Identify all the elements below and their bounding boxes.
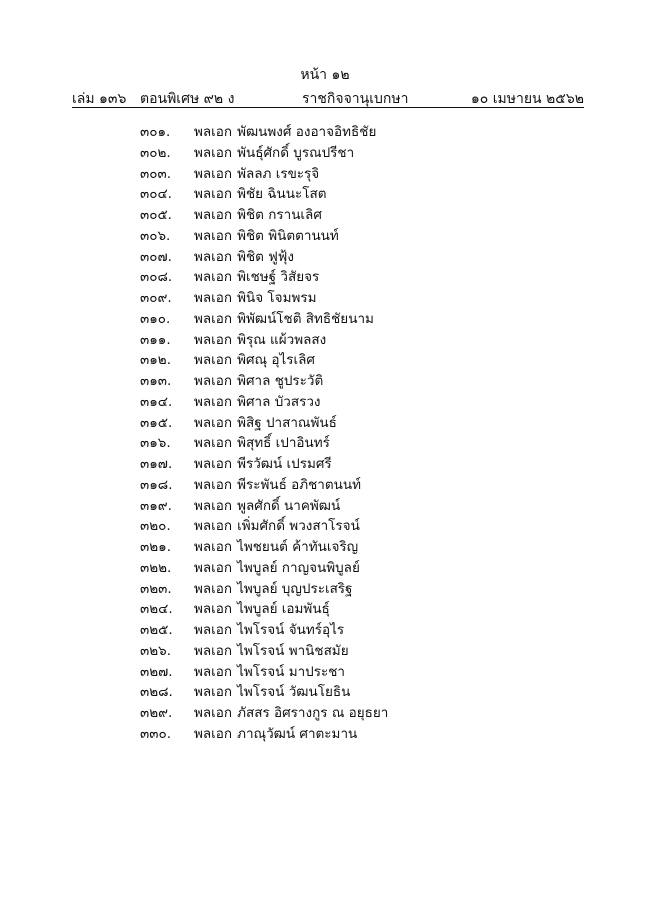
entry-name: ไพโรจน์ มาประชา (237, 663, 345, 680)
list-item (140, 433, 388, 454)
list-item (140, 496, 388, 517)
entry-rank: พลเอก (194, 684, 233, 701)
list-item (140, 184, 388, 205)
entry-name: พิศณุ อุไรเลิศ (237, 352, 315, 369)
entry-rank: พลเอก (194, 290, 233, 306)
entry-number: ๓๒๑. (140, 539, 171, 555)
entry-name: ไพโรจน์ วัฒนโยธิน (237, 684, 351, 701)
entry-number: ๓๐๔. (140, 186, 172, 203)
entry-number: ๓๐๒. (140, 144, 171, 161)
entry-number: ๓๐๙. (140, 290, 172, 306)
list-item (140, 662, 388, 683)
issue-label: ตอนพิเศษ ๙๒ ง (140, 91, 235, 107)
publication-date: ๑๐ เมษายน ๒๕๖๒ (470, 91, 584, 107)
list-item (140, 475, 388, 496)
entry-rank: พลเอก (194, 310, 233, 327)
entry-name: พิเชษฐ์ วิสัยจร (237, 269, 320, 286)
entry-name: เพิ่มศักดิ์ พวงสาโรจน์ (237, 518, 360, 535)
entry-number: ๓๑๑. (140, 331, 171, 348)
entry-name: พิศาล ชูประวัติ (237, 373, 324, 389)
list-item (140, 682, 388, 703)
entry-rank: พลเอก (194, 352, 233, 369)
entry-rank: พลเอก (194, 705, 233, 721)
entry-number: ๓๐๓. (140, 165, 171, 182)
entry-rank: พลเอก (194, 393, 233, 410)
entry-name: ไพบูลย์ บุญประเสริฐ (237, 580, 353, 597)
entry-name: พิรุณ แผ้วพลสง (237, 331, 327, 348)
entry-name: พัลลภ เรขะรุจิ (237, 165, 320, 182)
entry-rank: พลเอก (194, 331, 233, 348)
list-item (140, 267, 388, 288)
entry-rank: พลเอก (194, 207, 233, 223)
list-item (140, 599, 388, 620)
entry-number: ๓๐๕. (140, 207, 172, 223)
entry-name: ภัสสร อิศรางกูร ณ อยุธยา (237, 705, 389, 721)
entry-rank: พลเอก (194, 435, 233, 452)
entry-rank: พลเอก (194, 373, 233, 389)
entry-number: ๓๐๖. (140, 227, 171, 244)
entry-name: พันธุ์ศักดิ์ บูรณปรีชา (237, 144, 355, 161)
entry-name: พิสิฐ ปาสาณพันธ์ (237, 414, 337, 431)
list-item (140, 288, 388, 309)
entry-number: ๓๑๐. (140, 310, 171, 327)
entry-rank: พลเอก (194, 601, 233, 618)
entry-name: ภาณุวัฒน์ ศาตะมาน (237, 725, 358, 742)
entry-name: พิสุทธิ์ เปาอินทร์ (237, 435, 330, 452)
entry-name: พิพัฒน์โชติ สิทธิชัยนาม (237, 310, 374, 327)
page-number-label: หน้า ๑๒ (300, 67, 350, 83)
entry-rank: พลเอก (194, 414, 233, 431)
entry-number: ๓๑๓. (140, 373, 172, 389)
list-item (140, 724, 388, 745)
entry-rank: พลเอก (194, 539, 233, 555)
name-list (140, 122, 388, 745)
entry-rank: พลเอก (194, 497, 233, 514)
entry-rank: พลเอก (194, 144, 233, 161)
entry-number: ๓๐๑. (140, 124, 171, 140)
entry-number: ๓๑๒. (140, 352, 171, 369)
list-item (140, 558, 388, 579)
entry-name: พัฒนพงศ์ องอาจอิทธิชัย (237, 124, 377, 140)
entry-number: ๓๒๒. (140, 559, 172, 576)
entry-number: ๓๒๗. (140, 663, 173, 680)
entry-rank: พลเอก (194, 248, 233, 265)
entry-name: พีรวัฒน์ เปรมศรี (237, 456, 332, 472)
list-item (140, 537, 388, 558)
entry-rank: พลเอก (194, 124, 233, 140)
list-item (140, 516, 388, 537)
entry-number: ๓๒๖. (140, 642, 171, 659)
list-item (140, 226, 388, 247)
publication-title: ราชกิจจานุเบกษา (302, 91, 409, 107)
entry-number: ๓๑๔. (140, 393, 173, 410)
entry-name: ไพโรจน์ จันทร์อุไร (237, 622, 345, 638)
entry-rank: พลเอก (194, 227, 233, 244)
list-item (140, 350, 388, 371)
entry-name: ไพบูลย์ เอมพันธุ์ (237, 601, 330, 618)
list-item (140, 413, 388, 434)
list-item (140, 703, 388, 724)
list-item (140, 641, 388, 662)
entry-rank: พลเอก (194, 559, 233, 576)
entry-name: พิชิต กรานเลิศ (237, 207, 322, 223)
list-item (140, 309, 388, 330)
list-item (140, 620, 388, 641)
entry-rank: พลเอก (194, 580, 233, 597)
entry-number: ๓๑๘. (140, 476, 173, 493)
list-item (140, 330, 388, 351)
header-divider (72, 107, 584, 108)
entry-number: ๓๒๘. (140, 684, 173, 701)
volume-label: เล่ม ๑๓๖ (72, 91, 127, 107)
list-item (140, 454, 388, 475)
entry-number: ๓๒๐. (140, 518, 171, 535)
list-item (140, 205, 388, 226)
entry-number: ๓๐๗. (140, 248, 172, 265)
list-item (140, 371, 388, 392)
entry-number: ๓๒๓. (140, 580, 172, 597)
entry-rank: พลเอก (194, 476, 233, 493)
entry-number: ๓๐๘. (140, 269, 173, 286)
entry-number: ๓๑๗. (140, 456, 173, 472)
list-item (140, 164, 388, 185)
entry-name: พิศาล บัวสรวง (237, 393, 321, 410)
entry-name: ไพชยนต์ ค้าทันเจริญ (237, 539, 359, 555)
entry-rank: พลเอก (194, 622, 233, 638)
entry-number: ๓๑๙. (140, 497, 172, 514)
entry-number: ๓๓๐. (140, 725, 171, 742)
entry-rank: พลเอก (194, 642, 233, 659)
entry-rank: พลเอก (194, 518, 233, 535)
entry-rank: พลเอก (194, 269, 233, 286)
entry-rank: พลเอก (194, 456, 233, 472)
entry-number: ๓๒๕. (140, 622, 173, 638)
page-number (0, 64, 650, 86)
entry-name: พิชิต พินิตตานนท์ (237, 227, 339, 244)
entry-name: พิชิต ฟูฟุ้ง (237, 248, 294, 265)
list-item (140, 143, 388, 164)
entry-number: ๓๑๖. (140, 435, 171, 452)
list-item (140, 579, 388, 600)
entry-rank: พลเอก (194, 186, 233, 203)
entry-rank: พลเอก (194, 725, 233, 742)
entry-name: พูลศักดิ์ นาคพัฒน์ (237, 497, 341, 514)
list-item (140, 122, 388, 143)
entry-name: พินิจ โจมพรม (237, 290, 317, 306)
list-item (140, 247, 388, 268)
entry-number: ๓๑๕. (140, 414, 173, 431)
entry-name: ไพบูลย์ กาญจนพิบูลย์ (237, 559, 360, 576)
entry-name: พิชัย ฉินนะโสต (237, 186, 327, 203)
gazette-header (72, 88, 584, 108)
entry-name: พีระพันธ์ อภิชาตนนท์ (237, 476, 362, 493)
entry-number: ๓๒๔. (140, 601, 173, 618)
entry-rank: พลเอก (194, 663, 233, 680)
entry-rank: พลเอก (194, 165, 233, 182)
entry-name: ไพโรจน์ พานิชสมัย (237, 642, 349, 659)
list-item (140, 392, 388, 413)
entry-number: ๓๒๙. (140, 705, 173, 721)
